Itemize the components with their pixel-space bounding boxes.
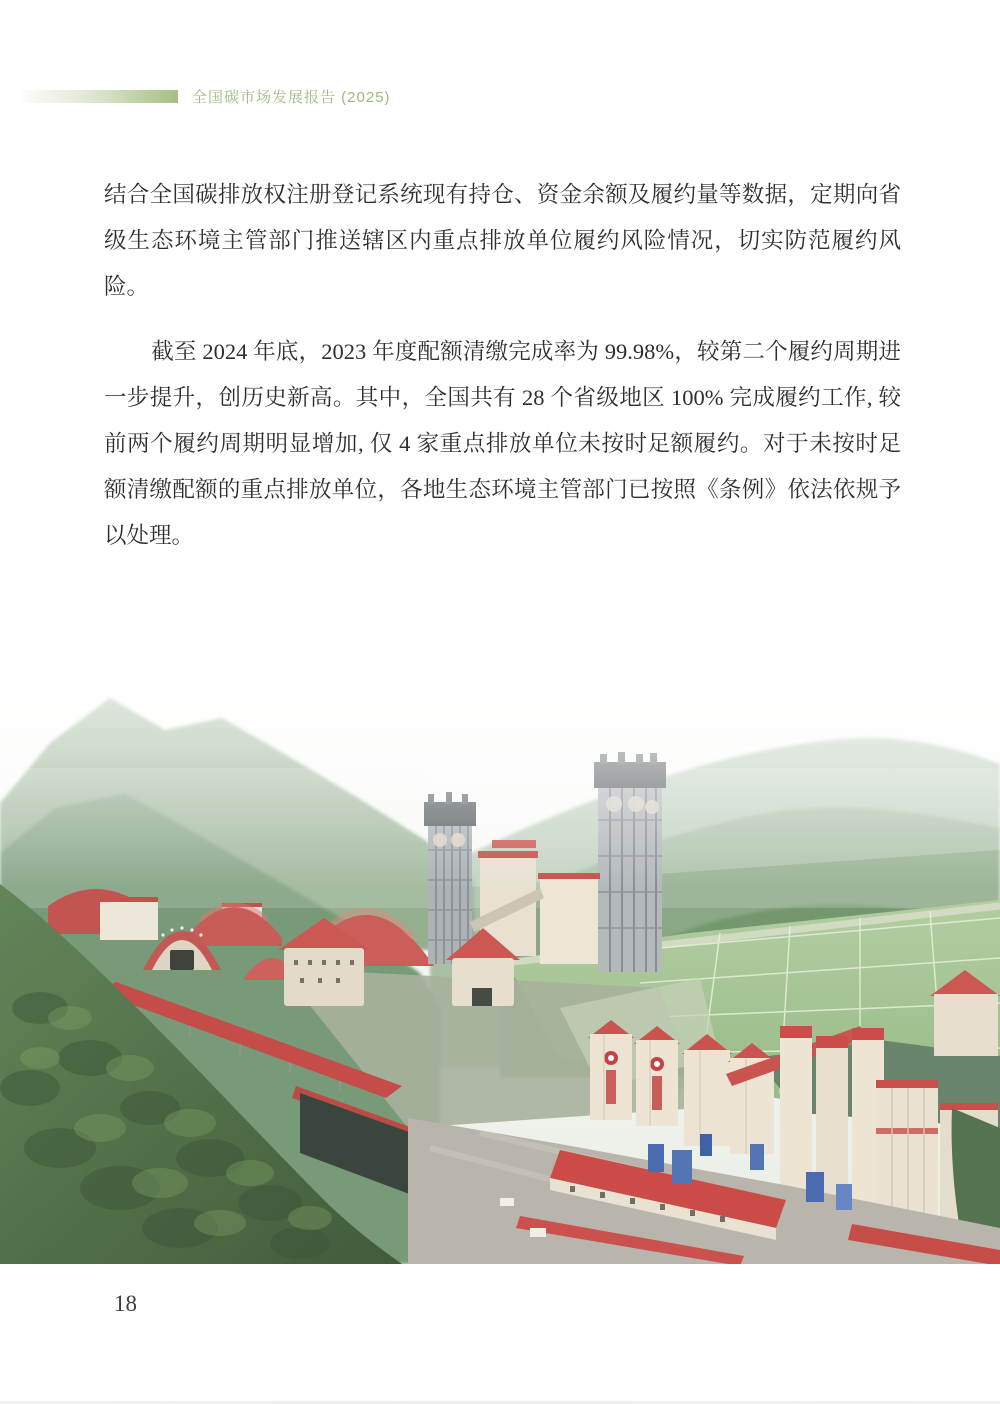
paragraph-compliance-rate: 截至 2024 年底，2023 年度配额清缴完成率为 99.98%，较第二个履约周期进一步提升，创历史新高。其中，全国共有 28 个省级地区 100% 完成履约工作, 较前两个履约周期明显增加, 仅 4 家重点排放单位未按时足额履约。对于未按时足额清缴配额的重点排放单位，各地生态环境主管部门已按照《条例》依法依规予以处理。	[104, 339, 901, 548]
page-header	[20, 88, 391, 104]
cement-plant-illustration	[0, 588, 1000, 1264]
body-text-block	[104, 172, 901, 559]
paragraph-compliance-risk: 结合全国碳排放权注册登记系统现有持仓、资金余额及履约量等数据，定期向省级生态环境主管部门推送辖区内重点排放单位履约风险情况，切实防范履约风险。	[104, 182, 901, 299]
report-title: 全国碳市场发展报告 (2025)	[192, 88, 391, 106]
cement-plant-aerial-photo	[0, 588, 1000, 1264]
page-number: 18	[114, 1291, 137, 1316]
header-gradient-bar	[20, 90, 178, 103]
